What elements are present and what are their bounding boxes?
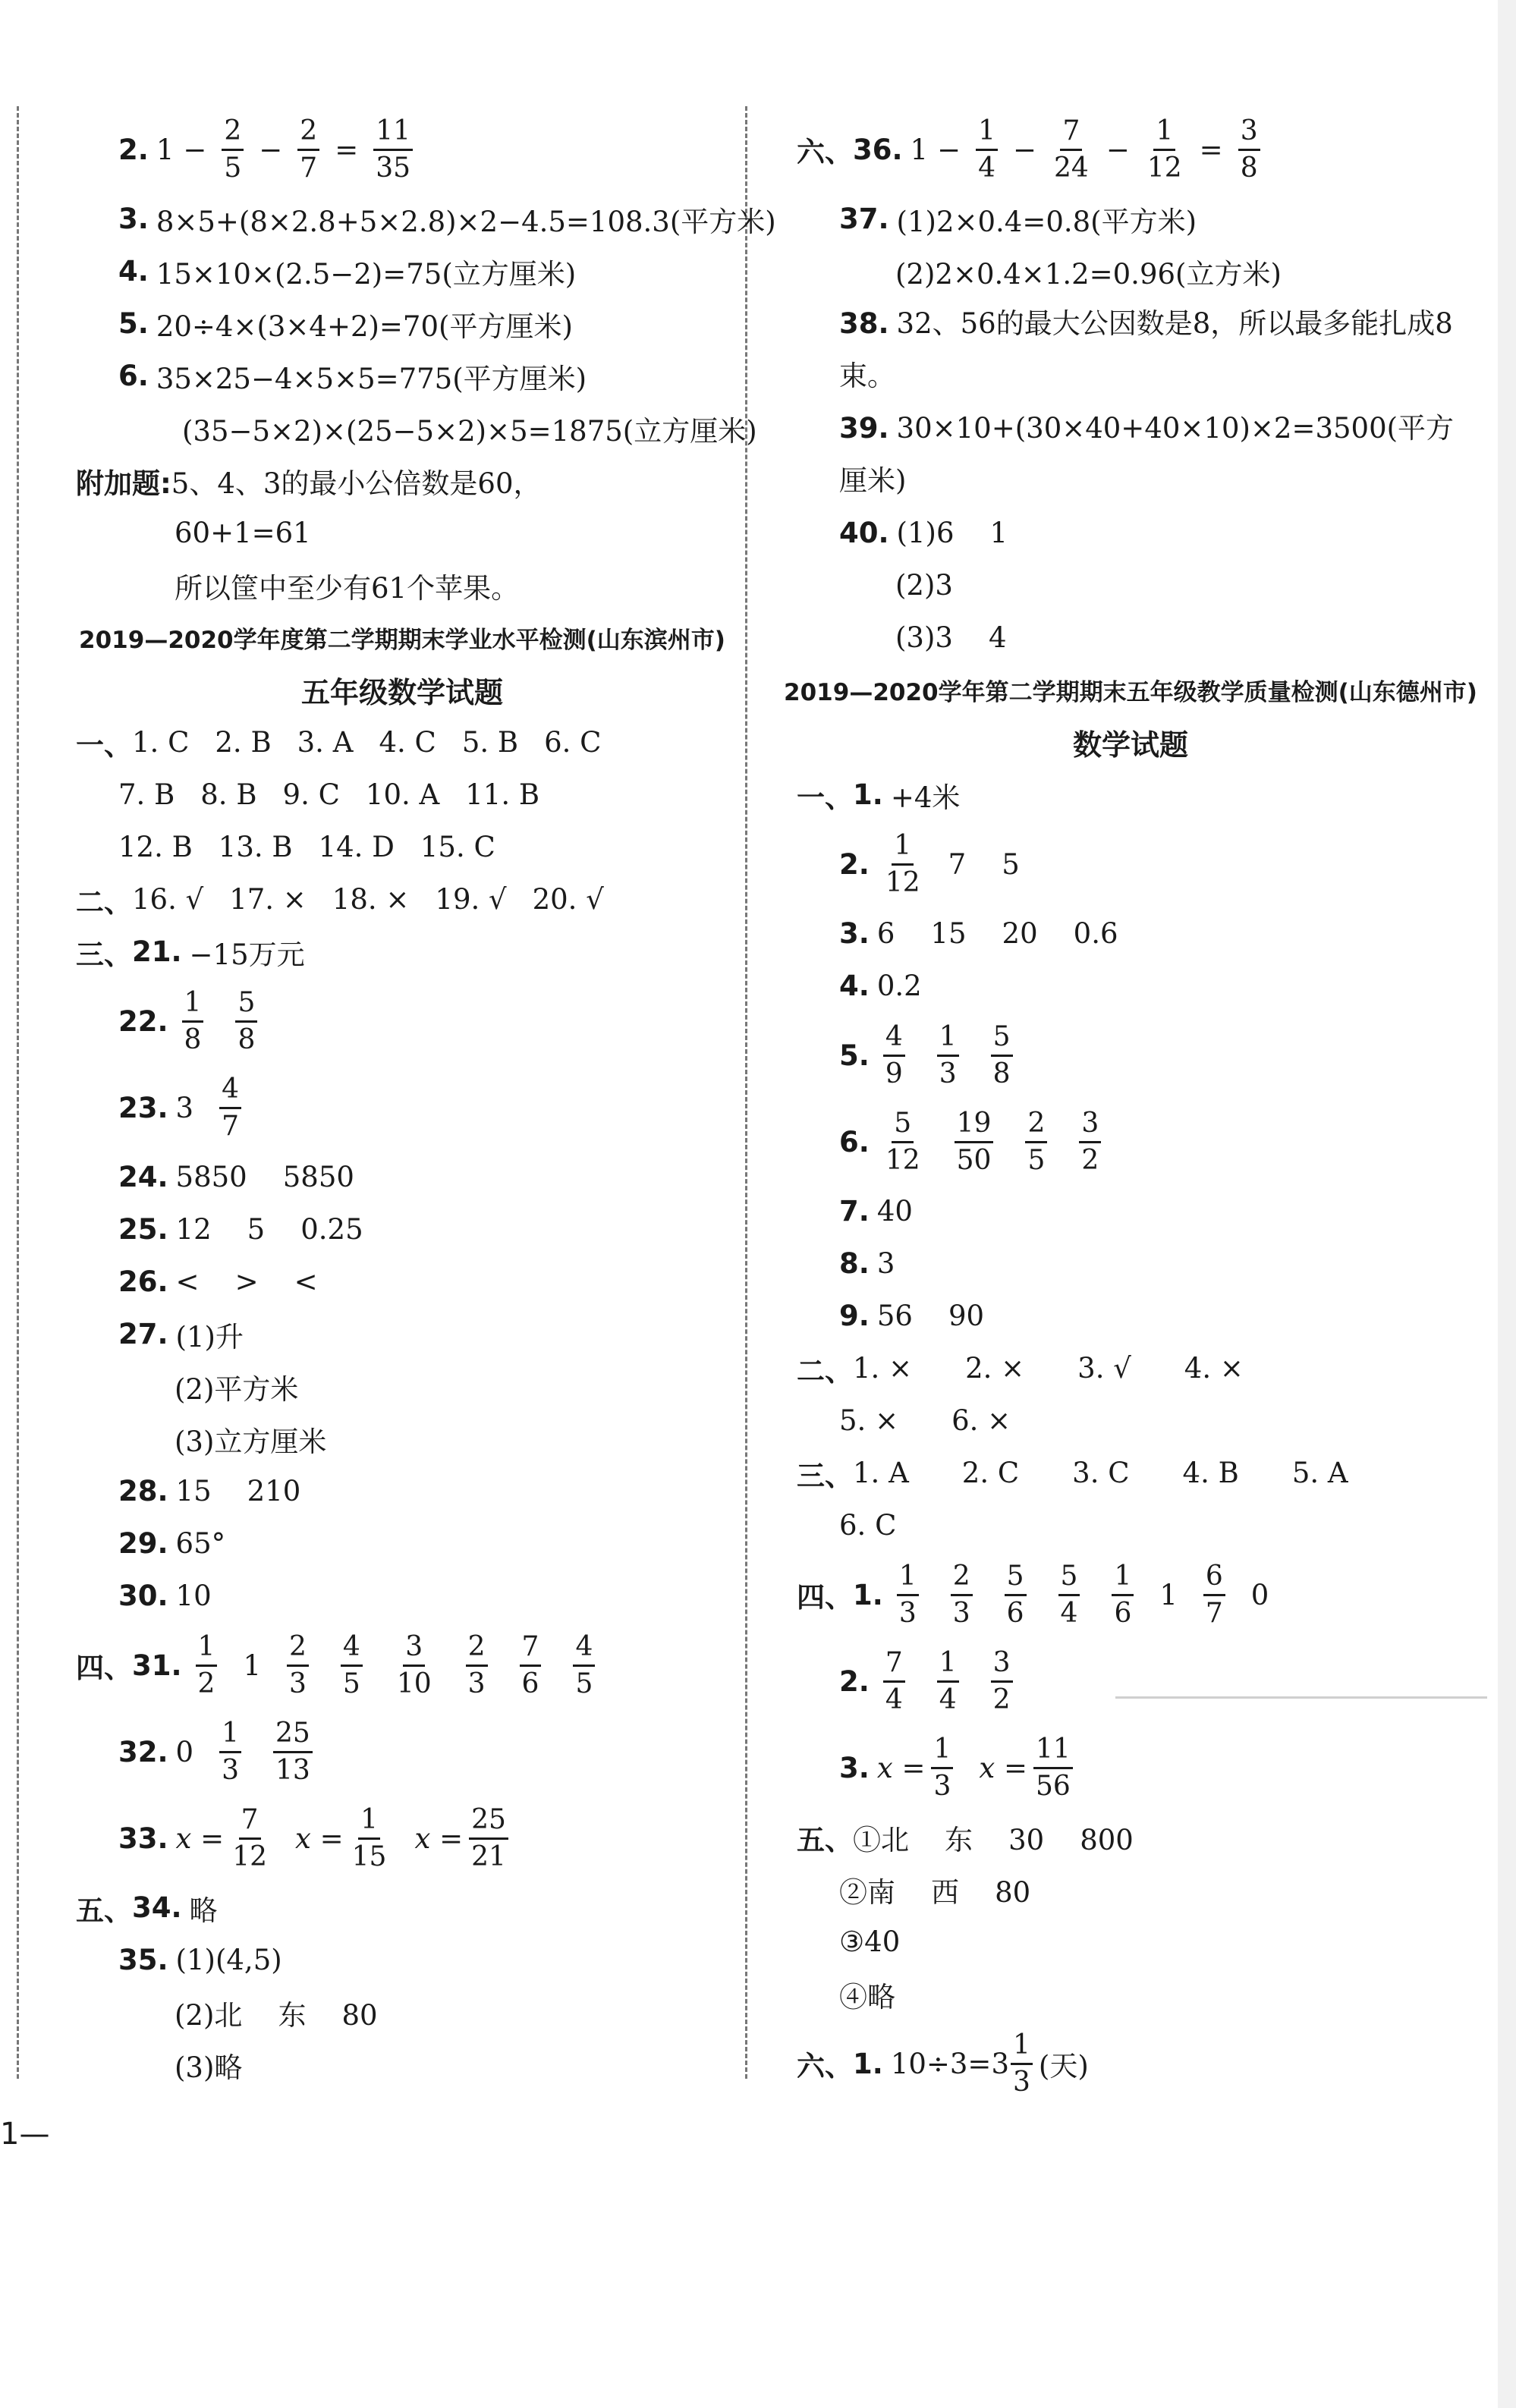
answer-22: 22. 1 8 5 8 [76, 978, 728, 1064]
answer-21: 三、 21. −15万元 [76, 935, 305, 971]
answer-r1: 一、 1. +4米 [797, 778, 961, 814]
answer-4: 4. 15×10×(2.5−2)=75(立方厘米) [118, 255, 577, 291]
answer-24: 24. 5850 5850 [118, 1161, 354, 1193]
section-r2-row-2: 5. × 6. × [839, 1404, 1011, 1437]
scan-edge [1498, 0, 1516, 2408]
answer-34: 五、 34. 略 [76, 1891, 218, 1927]
exam-subtitle: 五年级数学试题 [300, 676, 503, 709]
answer-27: 27. (1)升 [118, 1318, 244, 1353]
answer-r7: 7. 40 [839, 1195, 913, 1228]
answer-27-3: (3)立方厘米 [175, 1425, 327, 1458]
exam-title: 2019—2020学年度第二学期期末学业水平检测(山东滨州市) [79, 627, 725, 654]
answer-r5-2: ②南 西 80 [839, 1875, 1031, 1909]
answer-25: 25. 12 5 0.25 [118, 1213, 363, 1246]
section-r3-row-1: 三、 1. A 2. C 3. C 4. B 5. A [797, 1457, 1348, 1492]
answer-3: 3. 8×5+(8×2.8+5×2.8)×2−4.5=108.3(平方米) [118, 203, 776, 238]
right-column [784, 106, 1477, 2107]
answer-35: 35. (1)(4,5) [118, 1944, 282, 1976]
answer-32: 32. 0 1 3 25 13 [76, 1709, 728, 1795]
answer-31: 四、 31. 1 2 1 2 3 4 5 3 10 2 3 7 6 4 5 [76, 1622, 728, 1709]
bonus-question: 附加题: 5、4、3的最小公倍数是60， [76, 467, 542, 500]
left-dashed-divider [17, 106, 19, 2079]
answer-26: 26. < > < [118, 1265, 318, 1298]
fraction: $\frac{2}{5}$ [222, 114, 244, 186]
answer-40-3: (3)3 4 [895, 621, 1007, 654]
answer-r9: 9. 56 90 [839, 1300, 985, 1332]
answer-30: 30. 10 [118, 1580, 212, 1612]
answer-r4-1: 四、 1. 1 3 2 3 5 6 5 4 1 6 1 6 7 0 [797, 1560, 1269, 1629]
answer-r4-3: 3. x = $\frac{1}{3}$ x = $\frac{11}{56}$ [797, 1724, 1464, 1811]
answer-r2: 2. 1 12 7 5 [839, 829, 1020, 898]
answer-27-2: (2)平方米 [175, 1372, 299, 1406]
left-column [76, 106, 776, 2091]
answer-37-2: (2)2×0.4×1.2=0.96(立方米) [895, 257, 1282, 291]
section-1-row-3: 12. B 13. B 14. D 15. C [118, 831, 495, 863]
answer-2: 2. 1 − $\frac{2}{5}$ − $\frac{2}{7}$ = $\frac{11}{35}$ [76, 106, 728, 193]
answer-r5-1: 五、 ①北 东 30 800 [797, 1823, 1134, 1856]
exam-subtitle-2: 数学试题 [1072, 728, 1188, 762]
answer-35-2: (2)北 东 80 [175, 1998, 378, 2032]
bonus-line-2: 60+1=61 [175, 517, 311, 549]
section-r3-row-2: 6. C [839, 1509, 897, 1542]
answer-38: 38. 32、56的最大公因数是8，所以最多能扎成8束。 [839, 307, 1453, 392]
page-number: 1— [0, 2117, 50, 2152]
answer-36: 六、 36. 1 − $\frac{1}{4}$ − $\frac{7}{24}$ − $\frac{1}{12}$ = $\frac{3}{8}$ [797, 106, 1464, 193]
section-r2-row-1: 二、 1. × 2. × 3. √ 4. × [797, 1352, 1244, 1388]
answer-5: 5. 20÷4×(3×4+2)=70(平方厘米) [118, 307, 573, 343]
answer-6-continued: (35−5×2)×(25−5×2)×5=1875(立方厘米) [182, 414, 757, 448]
answer-37: 37. (1)2×0.4=0.8(平方米) [839, 203, 1197, 238]
fraction: $\frac{11}{35}$ [373, 114, 413, 186]
answer-29: 29. 65° [118, 1527, 226, 1560]
exam-title-2: 2019—2020学年第二学期期末五年级教学质量检测(山东德州市) [784, 679, 1477, 706]
answer-r6: 6. 5 12 19 50 2 5 3 2 [797, 1099, 1464, 1185]
fraction: $\frac{2}{7}$ [297, 114, 319, 186]
section-2-row: 二、 16. √ 17. × 18. × 19. √ 20. √ [76, 883, 604, 919]
answer-r5-4: ④略 [839, 1980, 895, 2013]
answer-23: 23. 3 4 7 [76, 1064, 728, 1151]
answer-40-2: (2)3 [895, 569, 953, 602]
answer-28: 28. 15 210 [118, 1475, 301, 1507]
answer-39: 39. 30×10+(30×40+40×10)×2=3500(平方厘米) [839, 412, 1455, 497]
answer-35-3: (3)略 [175, 2051, 243, 2084]
center-dashed-divider [745, 106, 747, 2079]
answer-r5: 5. 4 9 1 3 5 8 [797, 1012, 1464, 1099]
section-1-row-2: 7. B 8. B 9. C 10. A 11. B [118, 778, 540, 811]
answer-6: 6. 35×25−4×5×5=775(平方厘米) [118, 360, 587, 395]
answer-r4-2: 2. 7 4 1 4 3 2 [797, 1638, 1464, 1724]
answer-r4: 4. 0.2 [839, 970, 922, 1002]
section-1-row-1: 一、 1. C 2. B 3. A 4. C 5. B 6. C [76, 726, 602, 762]
bonus-line-3: 所以筐中至少有61个苹果。 [175, 571, 520, 605]
answer-r8: 8. 3 [839, 1247, 895, 1280]
answer-40: 40. (1)6 1 [839, 517, 1008, 549]
answer-r5-3: ③40 [839, 1925, 901, 1958]
answer-r3: 3. 6 15 20 0.6 [839, 917, 1118, 950]
answer-r6-1: 六、 1. 10÷3=3 1 3 (天) [797, 2029, 1089, 2098]
answer-33: 33. x = $\frac{7}{12}$ x = $\frac{1}{15}$ x = $\frac{25}{21}$ [76, 1795, 728, 1881]
